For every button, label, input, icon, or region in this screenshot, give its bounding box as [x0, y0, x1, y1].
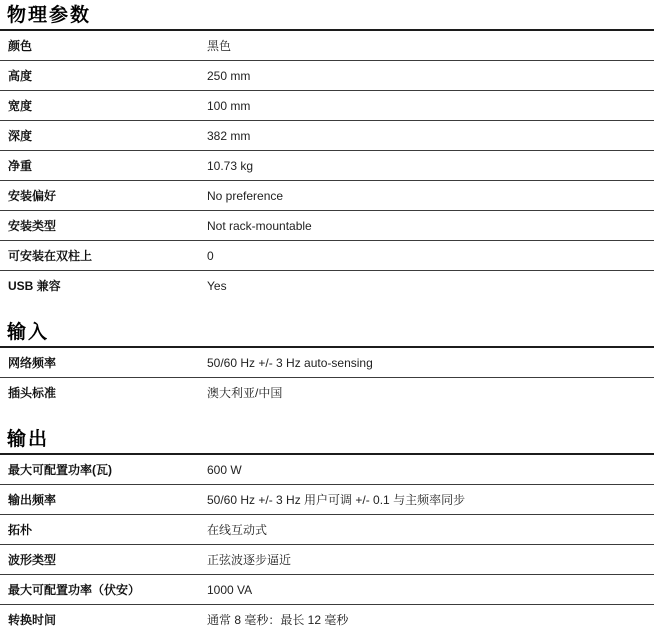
- spec-value: 382 mm: [207, 129, 251, 143]
- spec-value: 1000 VA: [207, 583, 253, 597]
- table-row: [0, 181, 654, 211]
- spec-value: Yes: [207, 279, 227, 293]
- table-row: [0, 515, 654, 545]
- spec-label: 拓朴: [8, 523, 33, 537]
- spec-label: 插头标准: [8, 386, 57, 400]
- section-title: 输出: [0, 424, 654, 455]
- spec-value: 50/60 Hz +/- 3 Hz 用户可调 +/- 0.1 与主频率同步: [207, 493, 466, 507]
- spec-label: 安装偏好: [8, 189, 57, 203]
- spec-value: No preference: [207, 189, 284, 203]
- table-row: [0, 378, 654, 408]
- section-title: 输入: [0, 317, 654, 348]
- spec-value: 100 mm: [207, 99, 251, 113]
- spec-section-1: [0, 317, 654, 408]
- spec-label: 高度: [8, 69, 33, 83]
- spec-label: 安装类型: [8, 219, 57, 233]
- spec-label: 网络频率: [8, 356, 57, 370]
- table-row: [0, 241, 654, 271]
- spec-value: 澳大利亚/中国: [207, 386, 283, 400]
- spec-value: 250 mm: [207, 69, 251, 83]
- table-row: [0, 61, 654, 91]
- spec-value: 0: [207, 249, 214, 263]
- spec-value: 正弦波逐步逼近: [207, 553, 292, 567]
- spec-value: 黑色: [207, 39, 232, 53]
- table-row: [0, 455, 654, 485]
- spec-label: 最大可配置功率(瓦): [8, 463, 112, 477]
- spec-value: 50/60 Hz +/- 3 Hz auto-sensing: [207, 356, 373, 370]
- table-row: [0, 31, 654, 61]
- table-row: [0, 271, 654, 301]
- spec-label: 净重: [8, 159, 33, 173]
- spec-label: 转换时间: [8, 613, 57, 627]
- spec-label: 颜色: [8, 39, 33, 53]
- table-row: [0, 211, 654, 241]
- spec-section-2: [0, 424, 654, 635]
- table-row: [0, 121, 654, 151]
- spec-value: 在线互动式: [207, 523, 268, 537]
- table-row: [0, 151, 654, 181]
- spec-section-0: [0, 0, 654, 301]
- table-row: [0, 91, 654, 121]
- table-row: [0, 605, 654, 635]
- spec-label: 波形类型: [8, 553, 57, 567]
- table-row: [0, 545, 654, 575]
- spec-value: 600 W: [207, 463, 242, 477]
- spec-value: Not rack-mountable: [207, 219, 312, 233]
- table-row: [0, 575, 654, 605]
- spec-value: 通常 8 毫秒：最长 12 毫秒: [207, 613, 349, 627]
- spec-label: 宽度: [8, 99, 33, 113]
- spec-label: 可安装在双柱上: [8, 249, 93, 263]
- section-title: 物理参数: [0, 0, 654, 31]
- spec-value: 10.73 kg: [207, 159, 254, 173]
- spec-label: 输出频率: [8, 493, 57, 507]
- table-row: [0, 348, 654, 378]
- spec-label: USB 兼容: [8, 279, 61, 293]
- spec-label: 深度: [8, 129, 33, 143]
- spec-label: 最大可配置功率（伏安）: [8, 583, 141, 597]
- table-row: [0, 485, 654, 515]
